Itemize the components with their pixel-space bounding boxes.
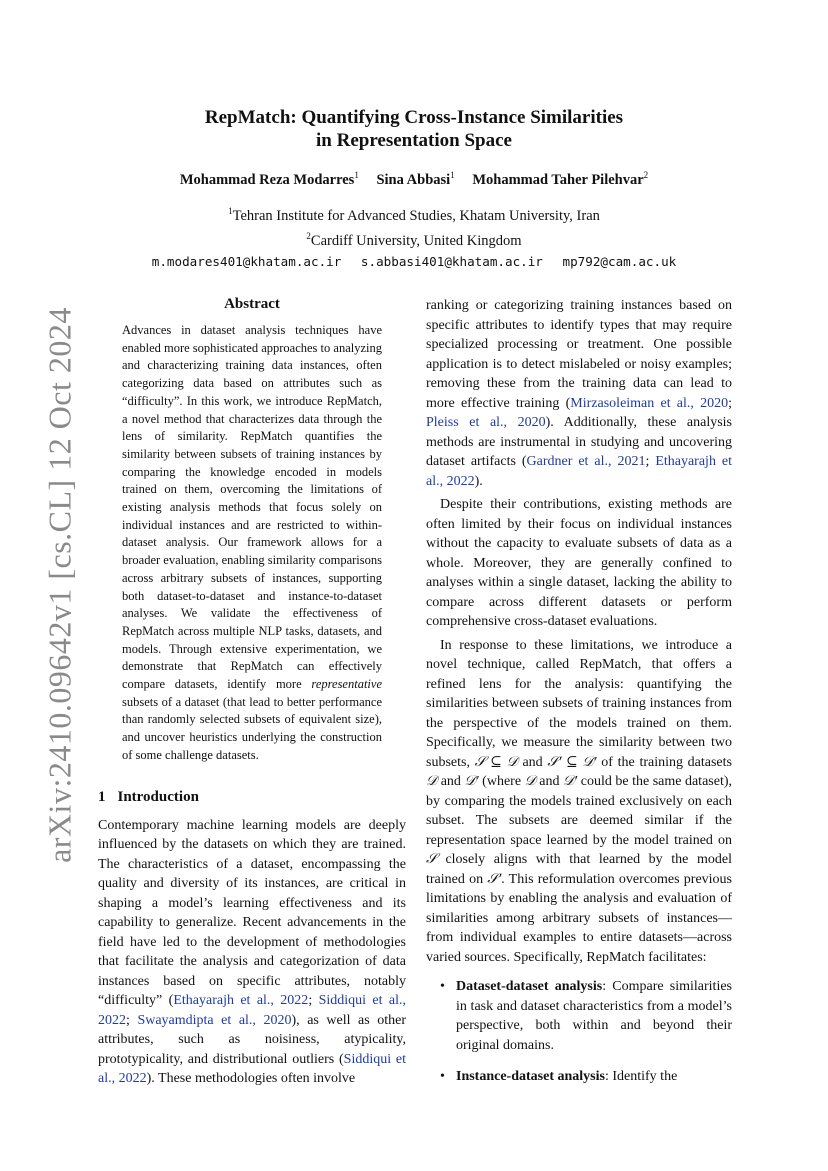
text-run: (where: [478, 774, 525, 789]
affiliations: [0, 201, 828, 251]
author-name: Mohammad Taher Pilehvar: [472, 171, 644, 188]
affil-mark: 2: [306, 230, 311, 241]
math-expression: 𝒟: [426, 774, 438, 789]
text-run: ;: [126, 1012, 138, 1028]
text-run: and: [437, 774, 465, 789]
text-run: could be the same dataset), by comparing the models trained exclusively on each subset. The subsets are deemed similar if the representation space learned by the model trained on: [426, 774, 732, 848]
affil-text: Cardiff University, United Kingdom: [310, 232, 522, 249]
paper-header: [0, 106, 828, 269]
bullet-heading: Dataset-dataset analysis: [456, 979, 603, 994]
author-name: Mohammad Reza Modarres: [179, 171, 355, 188]
text-run: closely aligns with that learned by the model trained on: [426, 852, 732, 887]
text-run: ).: [474, 473, 483, 489]
affiliation: [0, 226, 828, 251]
text-run: of the training datasets: [596, 754, 732, 770]
affil-mark: 1: [228, 205, 233, 216]
author-affil-mark: 1: [354, 170, 359, 180]
citation-link[interactable]: Pleiss et al., 2020: [426, 415, 546, 430]
citation-link[interactable]: Siddiqui et al., 2022: [98, 993, 407, 1028]
citation-link[interactable]: Gardner et al., 2021: [526, 454, 646, 469]
text-run: ), as well as other attributes, such as noisiness, atypicality, prototypicality, and distributional outliers (: [98, 1012, 407, 1067]
citation-link[interactable]: Ethayarajh et al., 2022: [426, 454, 733, 489]
text-run: ;: [728, 395, 732, 411]
right-column: [426, 296, 732, 1099]
affiliation: [0, 201, 828, 226]
text-run: ;: [308, 993, 319, 1009]
author-list: [0, 170, 828, 189]
abstract-text: [122, 322, 382, 765]
contribution-list: [440, 977, 732, 1087]
author-name: Sina Abbasi: [376, 171, 451, 188]
affil-text: Tehran Institute for Advanced Studies, Khatam University, Iran: [232, 207, 600, 224]
abstract-part: subsets of a dataset (that lead to better performance than randomly selected subsets of equivalent size), and uncover heuristics underlying the construction of some challenge datasets.: [122, 694, 382, 762]
arxiv-identifier: arXiv:2410.09642v1 [cs.CL] 12 Oct 2024: [41, 307, 78, 863]
bullet-text: : Identify the: [604, 1069, 678, 1084]
text-run: ). These methodologies often involve: [146, 1071, 356, 1087]
text-run: ). Additionally, these analysis methods are instrumental in studying and uncovering dataset artifacts (: [426, 415, 732, 469]
email-list: [0, 254, 828, 269]
citation-link[interactable]: Swayamdipta et al., 2020: [137, 1012, 292, 1028]
author-affil-mark: 1: [450, 170, 455, 180]
email: mp792@cam.ac.uk: [562, 254, 677, 270]
abstract-emphasis: representative: [311, 677, 382, 692]
left-column: [98, 296, 406, 1089]
abstract-part: Advances in dataset analysis techniques have enabled more sophisticated approaches to analyzing and characterizing training data instances, often categorizing data based on attributes such as “difficulty”. In this work, we introduce RepMatch, a novel method that characterizes data through the lens of similarity. RepMatch quantifies the similarity between subsets of training instances by comparing the knowledge encoded in models trained on them, overcoming the limitations of existing analysis methods that focus solely on individual instances and are restricted to within-dataset analysis. Our framework allows for a broader evaluation, enabling similarity comparisons across arbitrary subsets of instances, supporting both dataset-to-dataset and instance-to-dataset analyses. We validate the effectiveness of RepMatch across multiple NLP tasks, datasets, and models. Through extensive experimentation, we demonstrate that RepMatch can effectively compare datasets, identify more: [122, 323, 382, 692]
email: s.abbasi401@khatam.ac.ir: [360, 254, 543, 270]
text-run: ;: [645, 454, 656, 469]
section-heading-introduction: [98, 789, 406, 806]
citation-link[interactable]: Ethayarajh et al., 2022: [173, 993, 309, 1009]
email: m.modares401@khatam.ac.ir: [151, 254, 342, 270]
text-run: ranking or categorizing training instances based on specific attributes to identify types that may require specialized processing or treatment. One possible application is to detect mislabeled or noisy examples; removing these from the training data can lead to more effective training (: [426, 298, 732, 411]
paper-title: [0, 106, 828, 152]
bullet-heading: Instance-dataset analysis: [456, 1069, 605, 1084]
title-line-1: RepMatch: Quantifying Cross-Instance Similarities: [204, 107, 624, 128]
section-title: Introduction: [117, 788, 199, 805]
text-run: Contemporary machine learning models are deeply influenced by the datasets on which they are trained. The characteristics of a dataset, encompassing the quality and diversity of its instances, are critical in shaping a model’s learning effectiveness and its capability to generalize. Recent advancements in the field have led to the development of methodologies that facilitate the analysis and categorization of data instances based on specific attributes, notably “difficulty” (: [98, 817, 406, 1009]
section-number: 1: [98, 788, 106, 805]
intro-paragraph-3: [426, 636, 732, 968]
intro-paragraph-1: [98, 816, 406, 1089]
author-affil-mark: 2: [643, 170, 649, 180]
title-line-2: in Representation Space: [316, 130, 512, 151]
bullet-text: : Compare similarities in task and dataset characteristics from a model’s perspective, both within and beyond their original domains.: [456, 979, 732, 1053]
math-expression: 𝒟′: [464, 774, 479, 789]
list-item: [440, 1067, 732, 1087]
citation-link[interactable]: Mirzasoleiman et al., 2020: [570, 395, 729, 411]
intro-paragraph-1-continued: [426, 296, 732, 491]
math-expression: 𝒮′ ⊆ 𝒟′: [547, 754, 597, 770]
text-run: and: [535, 774, 563, 789]
text-run: . This reformulation overcomes previous limitations by enabling the analysis and evaluation of similarities among arbitrary subsets of instances—from individual examples to entire datasets—across varied sources. Specifically, RepMatch facilitates:: [426, 871, 733, 965]
author: [472, 172, 648, 188]
abstract-heading: Abstract: [224, 296, 280, 312]
math-expression: 𝒮: [426, 852, 437, 867]
intro-paragraph-2: Despite their contributions, existing methods are often limited by their focus on individual instances without the capacity to evaluate subsets of data as a whole. Moreover, they are generally confined to analyses within a single dataset, lacking the ability to compare across different datasets or perform comprehensive cross-dataset evaluations.: [426, 497, 732, 629]
text-run: In response to these limitations, we introduce a novel technique, called RepMatch, that offers a refined lens for the analysis: quantifying the similarities between subsets of training instances from the perspective of the models trained on them. Specifically, we measure the similarity between two subsets,: [426, 637, 732, 770]
text-run: and: [517, 754, 548, 770]
math-expression: 𝒟′: [562, 774, 578, 789]
list-item: [440, 977, 732, 1055]
math-expression: 𝒮 ⊆ 𝒟: [474, 754, 518, 770]
author: [376, 172, 454, 188]
citation-link[interactable]: Siddiqui et al., 2022: [98, 1051, 406, 1087]
author: [180, 172, 359, 188]
math-expression: 𝒟: [524, 774, 536, 789]
math-expression: 𝒮′: [487, 871, 502, 887]
